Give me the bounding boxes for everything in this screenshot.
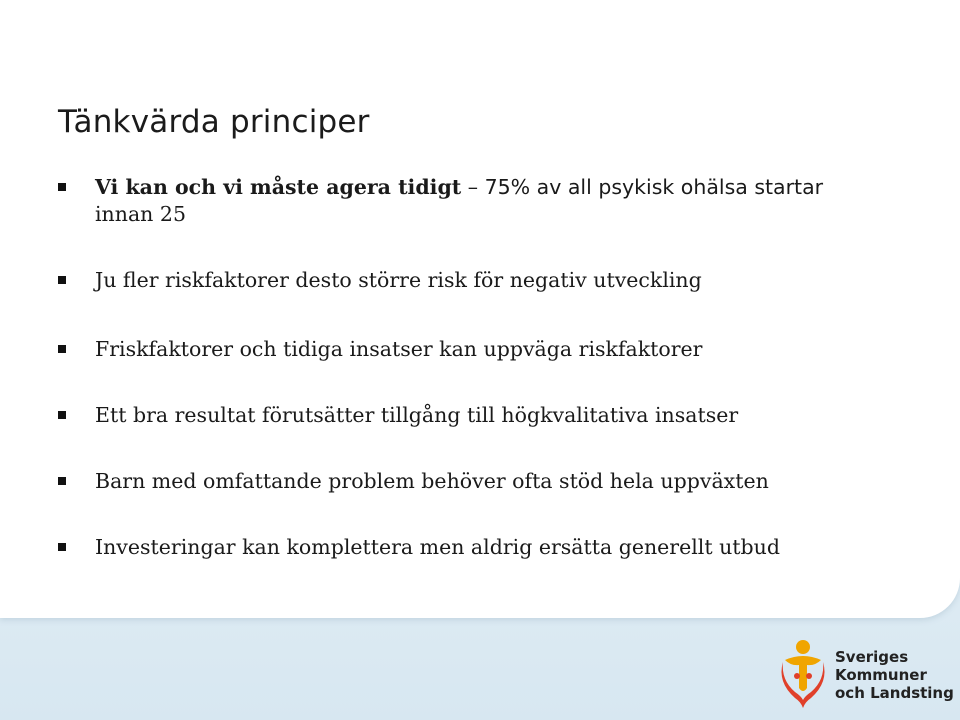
- square-bullet-icon: [58, 543, 66, 551]
- square-bullet-icon: [58, 477, 66, 485]
- bullet-bold-text: Vi kan och vi måste agera tidigt: [95, 175, 462, 199]
- logo-line: och Landsting: [835, 684, 954, 702]
- logo-line: Kommuner: [835, 666, 927, 684]
- bullet-dash: –: [461, 175, 485, 199]
- square-bullet-icon: [58, 411, 66, 419]
- square-bullet-icon: [58, 276, 66, 284]
- bullet-text: Ju fler riskfaktorer desto större risk för negativ utveckling: [95, 268, 702, 292]
- bullet-text: Investeringar kan komplettera men aldrig ersätta generellt utbud: [95, 535, 780, 559]
- bullet-continuation: innan 25: [95, 202, 186, 226]
- bullet-text: [95, 174, 915, 228]
- logo-text: [835, 648, 954, 702]
- bullet-text: Barn med omfattande problem behöver ofta stöd hela uppväxten: [95, 469, 769, 493]
- square-bullet-icon: [58, 183, 66, 191]
- square-bullet-icon: [58, 345, 66, 353]
- bullet-sans-text: 75% av all psykisk ohälsa startar: [484, 175, 824, 199]
- logo-figure-icon: [782, 640, 825, 708]
- bullet-text: Ett bra resultat förutsätter tillgång till högkvalitativa insatser: [95, 403, 739, 427]
- bullet-text: Friskfaktorer och tidiga insatser kan uppväga riskfaktorer: [95, 337, 703, 361]
- logo-line: Sveriges: [835, 648, 909, 666]
- slide-title: Tänkvärda principer: [58, 104, 370, 140]
